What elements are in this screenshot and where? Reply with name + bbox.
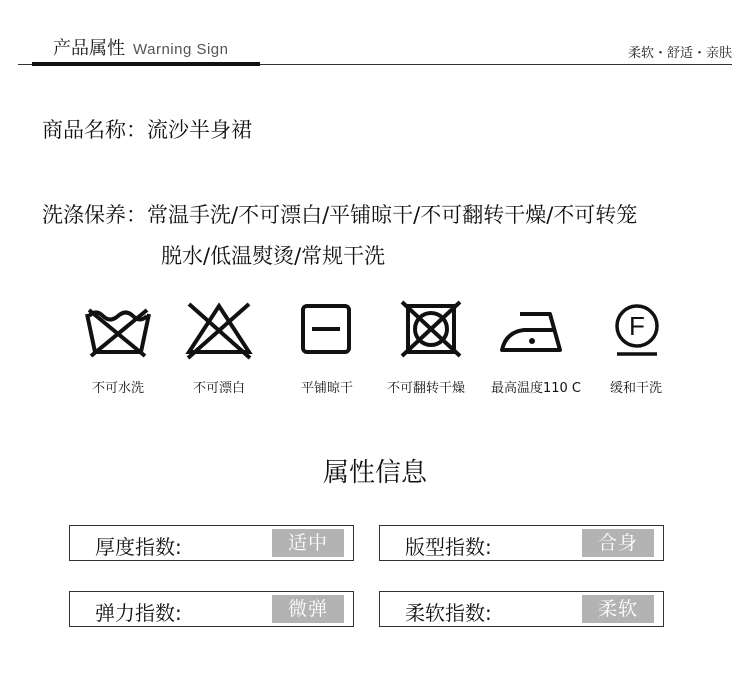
care-label-iron-temp: 最高温度110 C: [490, 381, 582, 396]
tagline: 柔软・舒适・亲肤: [627, 46, 732, 61]
softness-index-label: 柔软指数:: [405, 601, 492, 625]
care-label-no-tumble-dry: 不可翻转干燥: [386, 381, 465, 396]
product-name-label: 商品名称：: [42, 118, 147, 142]
thickness-index-value: 适中: [272, 529, 344, 557]
product-name-row: [42, 114, 252, 144]
care-instructions-line2: 脱水/低温熨烫/常规干洗: [161, 244, 386, 268]
iron-icon: [498, 300, 568, 360]
care-label-no-water-wash: 不可水洗: [91, 381, 144, 396]
dry-clean-letter: F: [629, 311, 645, 341]
no-bleach-icon: [184, 300, 254, 360]
care-label-gentle-dry-clean: 缓和干洗: [609, 381, 662, 396]
product-name-value: 流沙半身裙: [147, 118, 252, 142]
thickness-index-box: [69, 525, 354, 561]
section-title-text: 产品属性: [53, 38, 125, 59]
attributes-title: 属性信息: [322, 458, 427, 488]
no-tumble-dry-icon: [396, 300, 466, 360]
elasticity-index-box: [69, 591, 354, 627]
elasticity-index-label: 弹力指数:: [95, 601, 182, 625]
fit-index-box: [379, 525, 664, 561]
dry-clean-f-icon: [602, 300, 672, 360]
section-title: [53, 34, 229, 60]
care-instructions-row: [42, 199, 637, 229]
softness-index-value: 柔软: [582, 595, 654, 623]
fit-index-value: 合身: [582, 529, 654, 557]
care-instructions-label: 洗涤保养：: [42, 203, 147, 227]
care-label-flat-dry: 平铺晾干: [300, 381, 353, 396]
flat-dry-icon: [292, 300, 362, 360]
care-instructions-line1: 常温手洗/不可漂白/平铺晾干/不可翻转干燥/不可转笼: [147, 203, 638, 227]
softness-index-box: [379, 591, 664, 627]
fit-index-label: 版型指数:: [405, 535, 492, 559]
section-subtitle: Warning Sign: [133, 41, 229, 58]
thickness-index-label: 厚度指数:: [95, 535, 182, 559]
no-water-wash-icon: [83, 300, 153, 360]
care-label-no-bleach: 不可漂白: [192, 381, 245, 396]
elasticity-index-value: 微弹: [272, 595, 344, 623]
header-accent-bar: [32, 62, 260, 66]
